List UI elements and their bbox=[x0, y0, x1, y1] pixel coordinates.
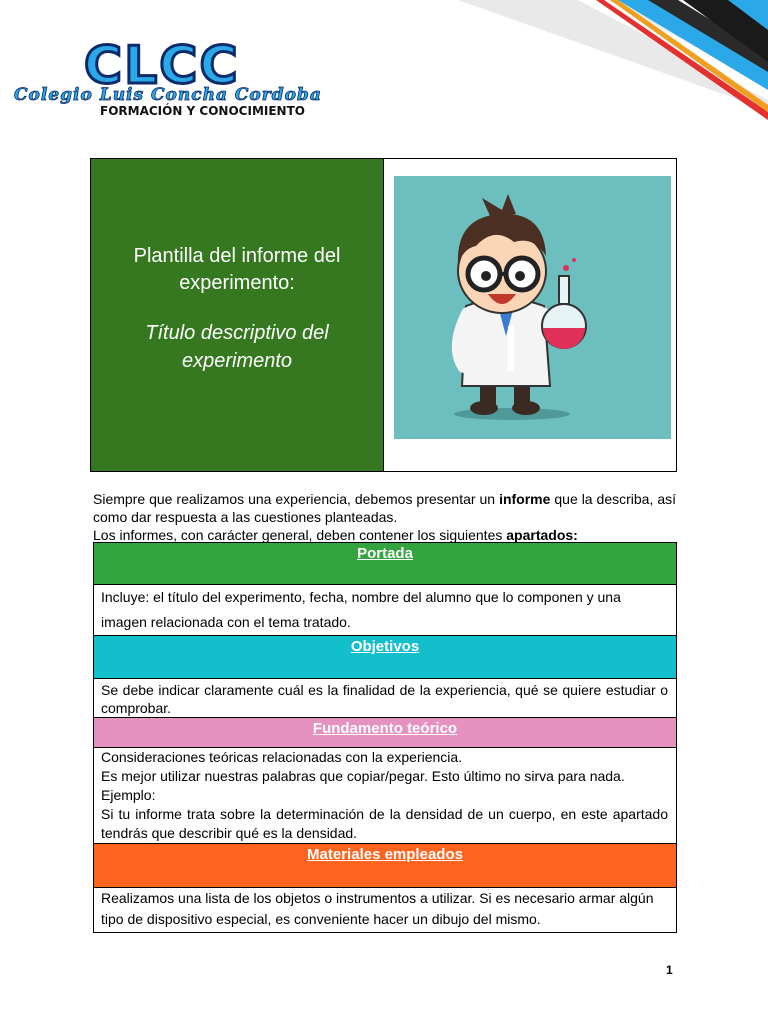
section-body-materiales bbox=[94, 888, 676, 932]
section-body-portada bbox=[94, 585, 676, 636]
intro-paragraph-1: Siempre que realizamos una experiencia, debemos presentar un informe que la describa, así como dar respuesta a las cuestiones planteadas. bbox=[93, 491, 677, 525]
header-decoration bbox=[348, 0, 768, 135]
cover-image-panel bbox=[384, 159, 676, 471]
intro-text bbox=[93, 490, 676, 544]
cover-box bbox=[90, 158, 677, 472]
section-header-materiales bbox=[94, 844, 676, 888]
cover-subtitle: Título descriptivo del experimento bbox=[145, 322, 329, 372]
section-text: Realizamos una lista de los objetos o instrumentos a utilizar. Si es necesario armar algún tipo de dispositivo especial, es conveniente hacer un dibujo del mismo. bbox=[101, 890, 654, 927]
section-body-objetivos bbox=[94, 679, 676, 718]
section-title: Portada bbox=[357, 545, 413, 562]
section-text: Consideraciones teóricas relacionadas con la experiencia. bbox=[101, 749, 463, 765]
section-header-objetivos bbox=[94, 636, 676, 679]
section-text: Incluye: el título del experimento, fecha, nombre del alumno que lo componen y una imagen relacionada con el tema tratado. bbox=[101, 589, 621, 630]
section-body-fundamento bbox=[94, 748, 676, 844]
cover-title-panel bbox=[91, 159, 384, 471]
sections-table bbox=[93, 542, 677, 933]
page-number: 1 bbox=[666, 963, 673, 977]
section-text: Es mejor utilizar nuestras palabras que copiar/pegar. Esto último no sirva para nada. bbox=[101, 768, 625, 784]
scientist-with-flask-icon bbox=[394, 176, 671, 439]
cover-title: Plantilla del informe del experimento: bbox=[133, 245, 341, 294]
section-text: Si tu informe trata sobre la determinación de la densidad de un cuerpo, en este apartado tendrás que describir qué es la densidad. bbox=[101, 806, 668, 841]
section-title: Objetivos bbox=[350, 638, 420, 655]
intro-paragraph-2: Los informes, con carácter general, deben contener los siguientes apartados: bbox=[93, 527, 578, 543]
section-title: Fundamento teórico bbox=[312, 720, 458, 737]
section-text: Se debe indicar claramente cuál es la finalidad de la experiencia, qué se quiere estudiar o comprobar. bbox=[101, 682, 668, 716]
section-header-fundamento bbox=[94, 718, 676, 748]
section-title: Materiales empleados bbox=[307, 846, 463, 863]
section-header-portada bbox=[94, 543, 676, 585]
school-name: Colegio Luis Concha Cordoba bbox=[14, 85, 322, 105]
logo-text: CLCC bbox=[84, 36, 240, 96]
school-tagline: FORMACIÓN Y CONOCIMIENTO bbox=[100, 104, 305, 118]
school-logo bbox=[14, 36, 374, 125]
section-text: Ejemplo: bbox=[101, 787, 156, 803]
